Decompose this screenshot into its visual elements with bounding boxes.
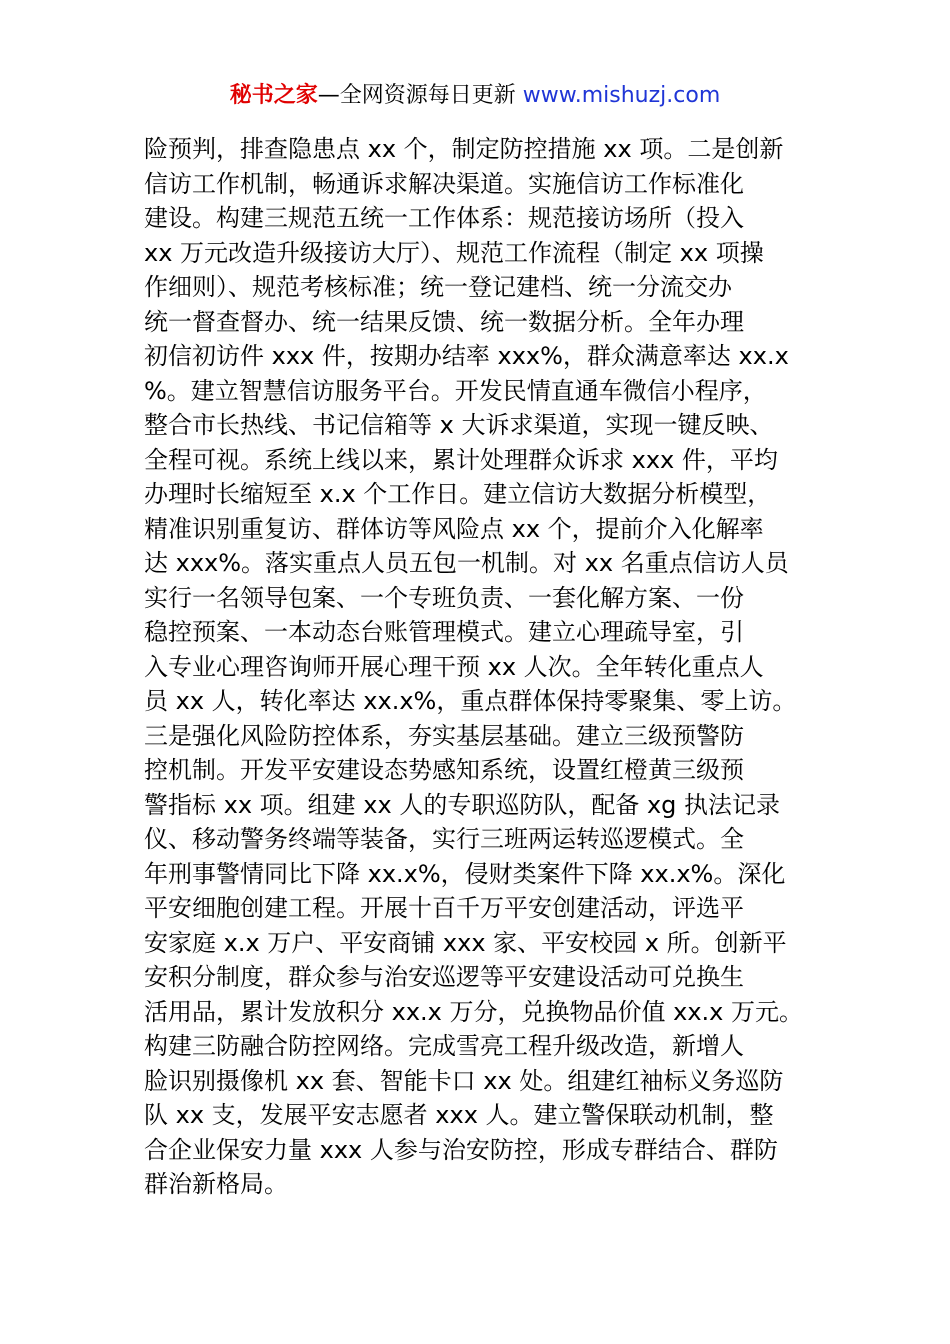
text-line: 员 xx 人，转化率达 xx.x%，重点群体保持零聚集、零上访。 xyxy=(144,687,797,715)
text-line: 入专业心理咨询师开展心理干预 xx 人次。全年转化重点人 xyxy=(144,652,764,681)
site-brand: 秘书之家 xyxy=(229,83,318,108)
text-line: 年刑事警情同比下降 xx.x%，侵财类案件下降 xx.x%。深化 xyxy=(144,859,786,888)
site-tagline: —全网资源每日更新 xyxy=(317,83,523,108)
text-line: 平安细胞创建工程。开展十百千万平安创建活动，评选平 xyxy=(144,894,744,922)
text-line: 安积分制度，群众参与治安巡逻等平安建设活动可兑换生 xyxy=(144,963,744,991)
site-header xyxy=(0,80,950,112)
text-line: 安家庭 x.x 万户、平安商铺 xxx 家、平安校园 x 所。创新平 xyxy=(144,928,787,957)
text-line: 队 xx 支，发展平安志愿者 xxx 人。建立警保联动机制，整 xyxy=(144,1101,774,1129)
site-url-link[interactable]: www.mishuzj.com xyxy=(522,83,721,108)
text-line: 实行一名领导包案、一个专班负责、一套化解方案、一份 xyxy=(144,583,744,612)
text-line: 群治新格局。 xyxy=(144,1170,288,1198)
text-line: 全程可视。系统上线以来，累计处理群众诉求 xxx 件，平均 xyxy=(144,445,778,474)
text-line: 初信初访件 xxx 件，按期办结率 xxx%，群众满意率达 xx.x xyxy=(144,342,789,370)
text-line: 合企业保安力量 xxx 人参与治安防控，形成专群结合、群防 xyxy=(144,1135,778,1164)
text-line: 警指标 xx 项。组建 xx 人的专职巡防队，配备 xg 执法记录 xyxy=(144,790,781,819)
text-line: 达 xxx%。落实重点人员五包一机制。对 xx 名重点信访人员 xyxy=(144,549,789,577)
text-line: 作细则）、规范考核标准；统一登记建档、统一分流交办 xyxy=(144,273,732,301)
document-body xyxy=(144,132,834,1202)
text-line: 统一督查督办、统一结果反馈、统一数据分析。全年办理 xyxy=(144,307,744,336)
text-line: 精准识别重复访、群体访等风险点 xx 个，提前介入化解率 xyxy=(144,514,764,543)
text-line: 办理时长缩短至 x.x 个工作日。建立信访大数据分析模型， xyxy=(144,480,772,508)
text-line: xx 万元改造升级接访大厅）、规范工作流程（制定 xx 项操 xyxy=(144,238,764,267)
text-line: 建设。构建三规范五统一工作体系：规范接访场所（投入 xyxy=(144,204,744,232)
text-line: 活用品，累计发放积分 xx.x 万分，兑换物品价值 xx.x 万元。 xyxy=(144,997,803,1026)
text-line: 构建三防融合防控网络。完成雪亮工程升级改造，新增人 xyxy=(144,1032,744,1060)
text-line: 三是强化风险防控体系，夯实基层基础。建立三级预警防 xyxy=(144,721,744,750)
text-line: 险预判，排查隐患点 xx 个，制定防控措施 xx 项。二是创新 xyxy=(144,135,784,163)
text-line: %。建立智慧信访服务平台。开发民情直通车微信小程序， xyxy=(144,376,767,405)
text-line: 信访工作机制，畅通诉求解决渠道。实施信访工作标准化 xyxy=(144,169,744,198)
text-line: 稳控预案、一本动态台账管理模式。建立心理疏导室，引 xyxy=(144,618,744,646)
text-line: 仪、移动警务终端等装备，实行三班两运转巡逻模式。全 xyxy=(144,825,744,853)
text-line: 整合市长热线、书记信箱等 x 大诉求渠道，实现一键反映、 xyxy=(144,411,774,439)
text-line: 控机制。开发平安建设态势感知系统，设置红橙黄三级预 xyxy=(144,756,744,784)
text-line: 脸识别摄像机 xx 套、智能卡口 xx 处。组建红袖标义务巡防 xyxy=(144,1066,784,1095)
